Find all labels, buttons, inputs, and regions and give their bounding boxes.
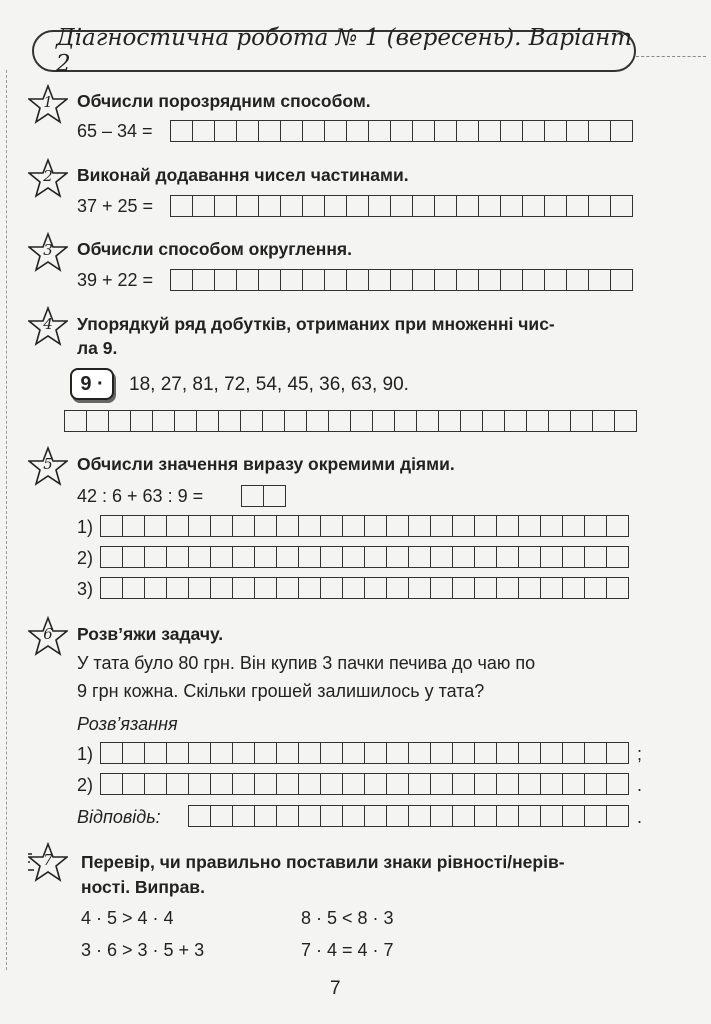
task-5-number: 5 [43,455,53,473]
task-5-step-1-grid[interactable] [100,515,629,537]
task-5-result-grid[interactable] [241,485,286,507]
task-4-numbers: 18, 27, 81, 72, 54, 45, 36, 63, 90. [129,374,409,395]
task-6-step-1-end: ; [637,744,643,764]
page-number: 7 [330,978,341,999]
task-5-step-3-grid[interactable] [100,577,629,599]
task-6-star-icon [28,616,68,656]
task-4-title-line-1: Упорядкуй ряд добутків, отриманих при множенні чис- [77,314,555,334]
task-7-number: 7 [43,851,53,869]
task-6-step-2-label: 2) [77,775,94,795]
task-5-step-1-label: 1) [77,517,94,537]
task-6-step-1-grid[interactable] [100,742,629,764]
task-2-expression: 37 + 25 = [77,196,154,216]
task-3-title: Обчисли способом округлення. [77,239,352,259]
task-7-star-icon [28,842,68,882]
task-6-step-1-label: 1) [77,744,94,764]
task-1-number: 1 [43,93,53,111]
task-7-title-line-1: Перевір, чи правильно поставили знаки рівності/нерів- [81,852,565,872]
task-6-text-line-2: 9 грн кожна. Скільки грошей залишилось у тата? [77,681,485,701]
task-6-step-2-grid[interactable] [100,773,629,795]
task-6-step-2-end: . [637,775,643,795]
task-5-expression: 42 : 6 + 63 : 9 = [77,486,204,506]
task-2-number: 2 [43,167,53,185]
task-5-step-2-label: 2) [77,548,94,568]
task-5-step-3-label: 3) [77,579,94,599]
task-2-answer-grid[interactable] [170,195,633,217]
task-4-title-line-2: ла 9. [77,338,118,358]
worksheet-title: Діагностична робота № 1 (вересень). Варіант 2 [56,25,633,77]
task-5-star-icon [28,446,68,486]
task-6-answer-grid[interactable] [188,805,629,827]
task-5-title: Обчисли значення виразу окремими діями. [77,454,455,474]
task-3-star-icon [28,232,68,272]
task-7-expression-2[interactable]: 8 · 5 < 8 · 3 [301,908,394,928]
task-5-step-2-grid[interactable] [100,546,629,568]
task-3-answer-grid[interactable] [170,269,633,291]
worksheet-title-box [32,25,636,77]
task-7-expression-3[interactable]: 3 · 6 > 3 · 5 + 3 [81,940,205,960]
task-6-title: Розв’яжи задачу. [77,624,224,644]
task-6-answer-end: . [637,807,643,827]
task-3-expression: 39 + 22 = [77,270,154,290]
task-4-number: 4 [43,315,53,333]
task-6-text-line-1: У тата було 80 грн. Він купив 3 пачки печива до чаю по [77,653,536,673]
task-4-answer-grid[interactable] [64,410,637,432]
task-7-expression-4[interactable]: 7 · 4 = 4 · 7 [301,940,394,960]
task-6-solution-label: Розв’язання [77,714,178,734]
task-2-title: Виконай додавання чисел частинами. [77,165,409,185]
task-7-expression-1[interactable]: 4 · 5 > 4 · 4 [81,908,174,928]
task-2-star-icon [28,158,68,198]
task-1-star-icon [28,84,68,124]
task-4-star-icon [28,306,68,346]
task-3-number: 3 [43,241,53,259]
task-1-title: Обчисли порозрядним способом. [77,91,371,111]
task-6-number: 6 [43,625,53,643]
multiply-by-nine-badge: 9 · [70,368,114,400]
task-1-expression: 65 – 34 = [77,121,153,141]
task-6-answer-label: Відповідь: [77,807,161,827]
task-1-answer-grid[interactable] [170,120,633,142]
title-dashed-line [636,56,706,57]
task-7-title-line-2: ності. Виправ. [81,877,205,897]
margin-dashed-line [6,70,7,970]
